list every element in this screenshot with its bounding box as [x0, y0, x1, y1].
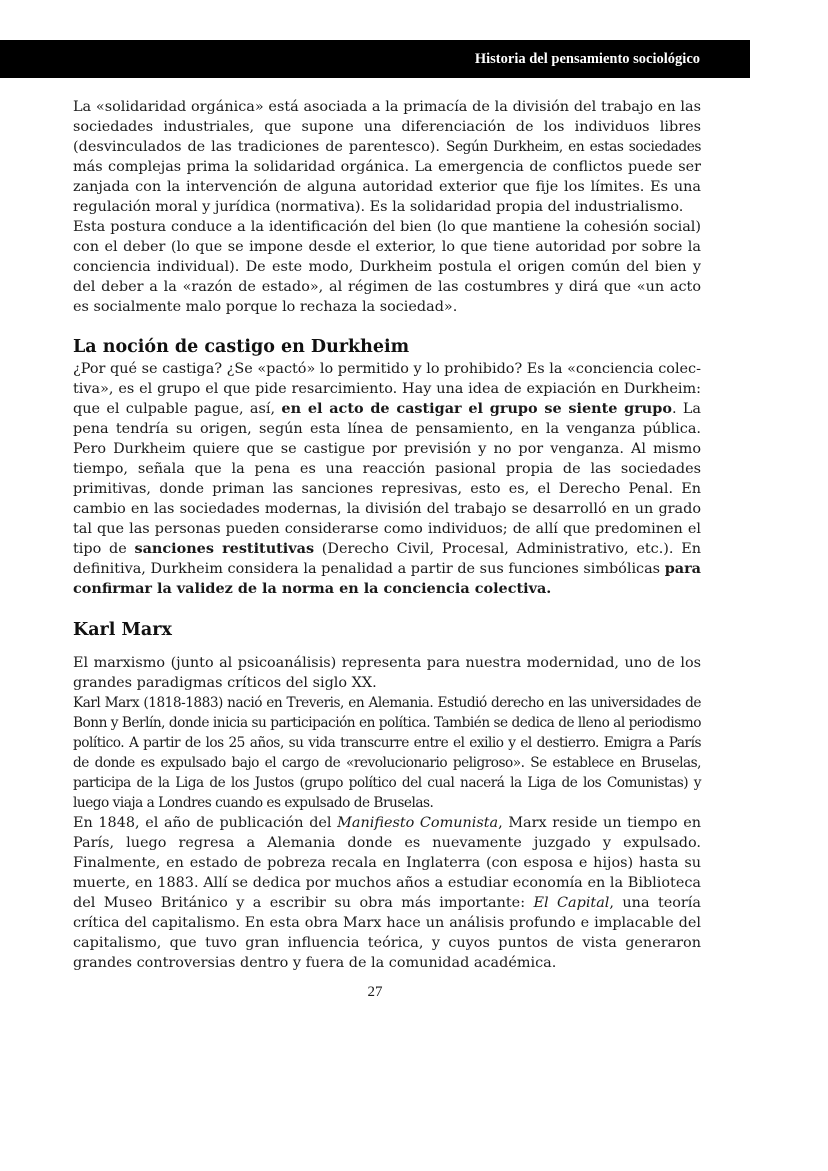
paragraph-biografia: Karl Marx (1818-1883) nació en Treveris, en Alemania. Estudió derecho en las universidades de Bonn y Berlín, donde inicia su participación en política. También se dedica de lleno al periodismo político. A partir de los 25 años, su vida transcurre entre el exilio y el destierro. Emigra a París de donde es expulsado bajo el cargo de «revolucionario peligroso». Se establece en Bruselas, participa de la Liga de los Justos (grupo político del cual nacerá la Liga de los Comunistas) y luego viaja a Londres cuando es expulsado de Bruselas.: [73, 695, 701, 811]
section-heading-marx: Karl Marx: [73, 620, 172, 640]
page-body: [73, 97, 701, 973]
running-header-title: Historia del pensamiento sociológico: [474, 51, 700, 67]
page-number: 27: [367, 984, 383, 1000]
paragraph-1848: En 1848, el año de publicación del Manifiesto Comunista, Marx reside un tiempo en París, luego regresa a Alemania donde es nuevamente juzgado y expulsado. Finalmente, en estado de pobreza recala en Inglaterra (con esposa e hijos) hasta su muerte, en 1883. Allí se dedica por muchos años a estudiar economía en la Biblioteca del Museo Británico y a escribir su obra más importante: El Capital, una teoría crítica del capitalismo. En esta obra Marx hace un análisis profundo e implacable del capitalismo, que tuvo gran influencia teórica, y cuyos puntos de vista generaron grandes controversias dentro y fuera de la comunidad académica.: [73, 815, 701, 971]
paragraph-castigo: ¿Por qué se castiga? ¿Se «pactó» lo permitido y lo prohibido? Es la «conciencia colectiva», es el grupo el que pide resarcimiento. Hay una idea de expiación en Durkheim: que el culpable pague, así, en el acto de castigar el grupo se siente grupo. La pena tendría su origen, según esta línea de pensamiento, en la venganza pública. Pero Durkheim quiere que se castigue por previsión y no por venganza. Al mismo tiempo, señala que la pena es una reacción pasional propia de las sociedades primitivas, donde priman las sanciones represivas, esto es, el Derecho Penal. En cambio en las sociedades modernas, la división del trabajo se desarrolló en un grado tal que las personas pueden considerarse como individuos; de allí que predominen el tipo de sanciones restitutivas (Derecho Civil, Procesal, Administrativo, etc.). En definitiva, Durkheim considera la penalidad a partir de sus funciones simbólicas para confirmar la validez de la norma en la conciencia colectiva.: [73, 361, 702, 597]
paragraph-postura: Esta postura conduce a la identificación del bien (lo que mantiene la cohesión social) con el deber (lo que se impone desde el exterior, lo que tiene autoridad por sobre la conciencia individual). De este modo, Durkheim postula el origen común del bien y del deber a la «razón de estado», al régimen de las costumbres y dirá que «un acto es socialmente malo porque lo rechaza la sociedad».: [73, 219, 701, 315]
running-header: [0, 40, 750, 78]
paragraph-marxismo: El marxismo (junto al psicoanálisis) representa para nuestra modernidad, uno de los grandes paradigmas críticos del siglo XX.: [73, 655, 701, 691]
section-heading-castigo: La noción de castigo en Durkheim: [73, 337, 410, 357]
paragraph-solidaridad: La «solidaridad orgánica» está asociada a la primacía de la división del trabajo en las sociedades industriales, que supone una diferenciación de los individuos libres (desvinculados de las tradiciones de parentesco). Según Durkheim, en estas sociedades más complejas prima la solidaridad orgánica. La emergencia de conflictos puede ser zanjada con la intervención de alguna autoridad exterior que fije los límites. Es una regulación moral y jurídica (normativa). Es la solidaridad propia del industrialismo.: [73, 99, 702, 215]
